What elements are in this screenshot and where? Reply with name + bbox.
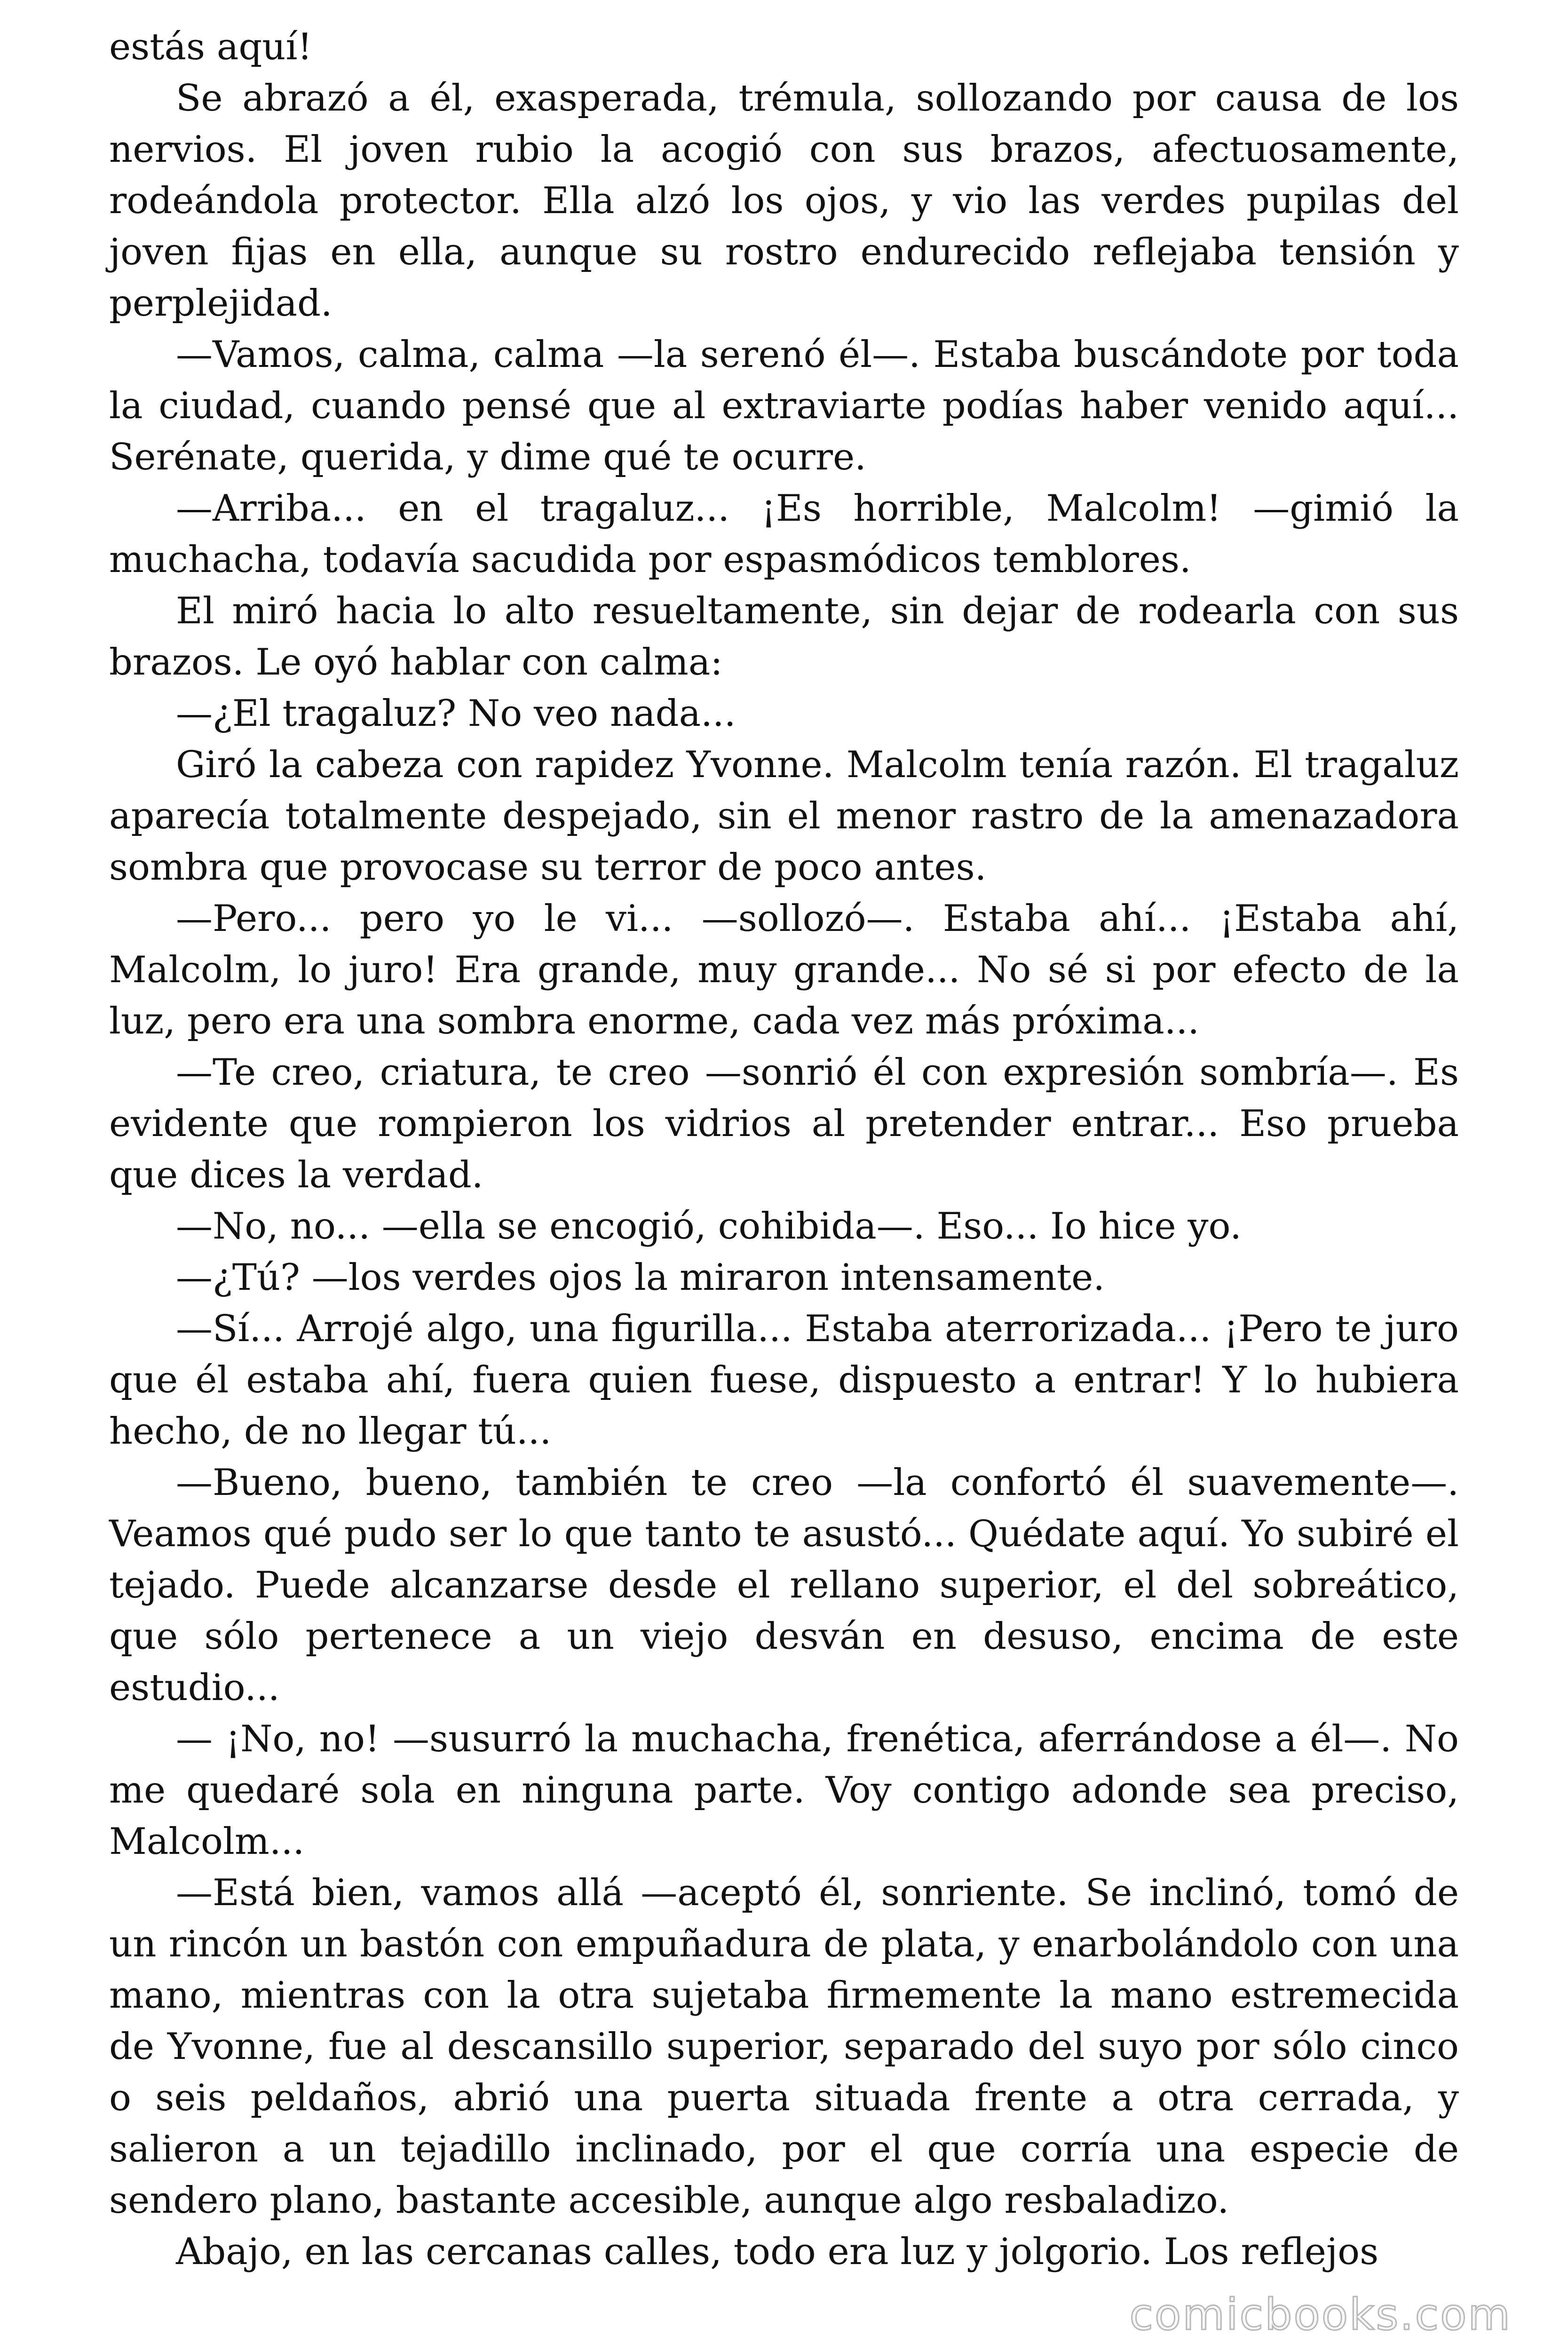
- paragraph: El miró hacia lo alto resueltamente, sin dejar de rodearla con sus brazos. Le oyó hablar con calma:: [109, 590, 1459, 683]
- book-page: [109, 22, 1459, 2327]
- paragraph: Se abrazó a él, exasperada, trémula, sollozando por causa de los nervios. El joven rubio la acogió con sus brazos, afectuosamente, rodeándola protector. Ella alzó los ojos, y vio las verdes pupilas del joven fijas en ella, aunque su rostro endurecido reflejaba tensión y perplejidad.: [109, 77, 1459, 325]
- paragraph: —¿Tú? —los verdes ojos la miraron intensamente.: [176, 1256, 1105, 1299]
- paragraph: —Te creo, criatura, te creo —sonrió él con expresión sombría—. Es evidente que rompieron los vidrios al pretender entrar... Eso prueba que dices la verdad.: [109, 1051, 1459, 1196]
- paragraph-last: Abajo, en las cercanas calles, todo era luz y jolgorio. Los reflejos: [176, 2231, 1379, 2273]
- paragraph: —¿El tragaluz? No veo nada...: [176, 692, 736, 735]
- paragraph: — ¡No, no! —susurró la muchacha, frenética, aferrándose a él—. No me quedaré sola en ninguna parte. Voy contigo adonde sea preciso, Malcolm...: [109, 1718, 1459, 1863]
- paragraph: Giró la cabeza con rapidez Yvonne. Malcolm tenía razón. El tragaluz aparecía totalmente despejado, sin el menor rastro de la amenazadora sombra que provocase su terror de poco antes.: [109, 744, 1459, 889]
- paragraph: —Pero... pero yo le vi... —sollozó—. Estaba ahí... ¡Estaba ahí, Malcolm, lo juro! Era grande, muy grande... No sé si por efecto de la luz, pero era una sombra enorme, cada vez más próxima...: [109, 898, 1459, 1042]
- paragraph: —No, no... —ella se encogió, cohibida—. Eso... Io hice yo.: [176, 1205, 1242, 1248]
- paragraph: —Sí... Arrojé algo, una figurilla... Estaba aterrorizada... ¡Pero te juro que él estaba ahí, fuera quien fuese, dispuesto a entrar! Y lo hubiera hecho, de no llegar tú...: [109, 1308, 1459, 1453]
- watermark: comicbooks.com: [1129, 2289, 1512, 2340]
- paragraph: —Arriba... en el tragaluz... ¡Es horrible, Malcolm! —gimió la muchacha, todavía sacudida por espasmódicos temblores.: [109, 487, 1459, 581]
- paragraph: —Vamos, calma, calma —la serenó él—. Estaba buscándote por toda la ciudad, cuando pensé que al extraviarte podías haber venido aquí... Serénate, querida, y dime qué te ocurre.: [109, 334, 1459, 478]
- paragraph: —Está bien, vamos allá —aceptó él, sonriente. Se inclinó, tomó de un rincón un bastón con empuñadura de plata, y enarbolándolo con una mano, mientras con la otra sujetaba firmemente la mano estremecida de Yvonne, fue al descansillo superior, separado del suyo por sólo cinco o seis peldaños, abrió una puerta situada frente a otra cerrada, y salieron a un tejadillo inclinado, por el que corría una especie de sendero plano, bastante accesible, aunque algo resbaladizo.: [109, 1872, 1459, 2222]
- paragraph-continuation: estás aquí!: [109, 26, 312, 68]
- paragraph: —Bueno, bueno, también te creo —la confortó él suavemente—. Veamos qué pudo ser lo que tanto te asustó... Quédate aquí. Yo subiré el tejado. Puede alcanzarse desde el rellano superior, el del sobreático, que sólo pertenece a un viejo desván en desuso, encima de este estudio...: [109, 1462, 1459, 1709]
